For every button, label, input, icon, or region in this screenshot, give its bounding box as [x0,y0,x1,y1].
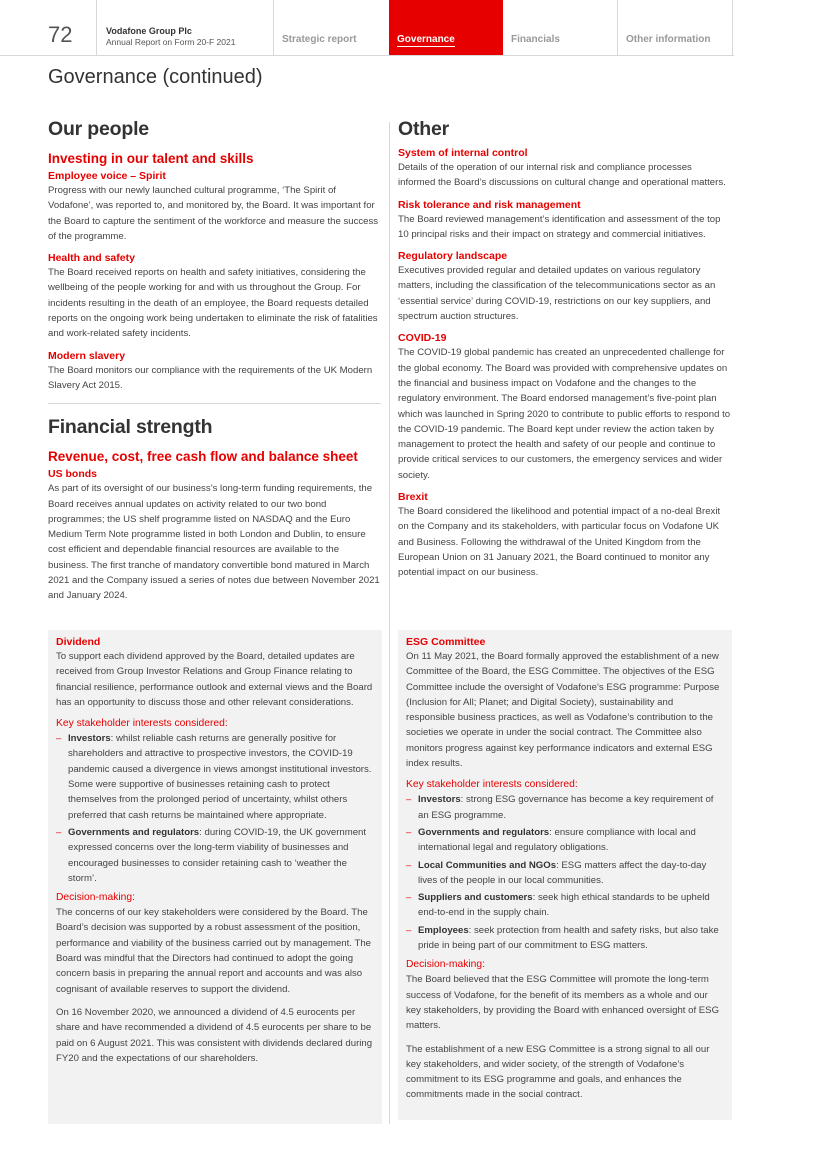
interests-label: Key stakeholder interests considered: [406,779,578,791]
header-rule [0,55,734,56]
column-divider [389,122,390,1124]
header-divider [732,0,733,55]
list-item: – Local Communities and NGOs: ESG matters affect the day-to-day lives of the people in our local communities. [406,859,707,886]
interests-list [56,731,373,886]
box-title: Dividend [56,636,101,648]
decision-text: The establishment of a new ESG Committee is a strong signal to all our key stakeholders, and wider society, of the strength of Vodafone’s commitment to its ESG programme and goals, and enhances the commitments made in the social contract. [406,1043,710,1101]
list-item: – Investors: whilst reliable cash returns are generally positive for shareholders and attractive to prospective investors, the COVID-19 pandemic caused a divergence in views amongst institutional investors. Some were supportive of businesses retaining cash to protect themselves from the prolonged period of uncertainty, whilst others preferred that cash returns be maintained where appropriate. [56,733,372,821]
section-divider [48,403,381,404]
header-divider [96,0,97,55]
item-title: Regulatory landscape [398,250,508,263]
list-item: – Investors: strong ESG governance has become a key requirement of an ESG programme. [406,794,714,821]
item-text: Progress with our newly launched cultural programme, ‘The Spirit of Vodafone’, was reported to, and monitored by, the Board. It was important for the Board to capture the sentiment of the workforce and measure the success of the programme. [48,185,379,242]
esg-committee-box [398,630,732,1120]
right-column [398,118,731,589]
decision-text: The Board believed that the ESG Committee will promote the long-term success of Vodafone, for the benefit of its members as a whole and our key stakeholders, by providing the Board with enhanced oversight of ESG matters. [406,974,720,1032]
page-title: Governance (continued) [48,66,263,88]
item-text: Executives provided regular and detailed updates on various regulatory matters, including the classification of the telecommunications sector as an ‘essential service’ during COVID-19, restrictions on our key suppliers, and spectrum auction structures. [398,265,716,323]
decision-text: On 16 November 2020, we announced a dividend of 4.5 eurocents per share and have recommended a dividend of 4.5 eurocents per share to be paid on 6 August 2021. This was consistent with dividends declared during FY20 and the expectations of our shareholders. [56,1006,373,1064]
item-title: Health and safety [48,252,135,265]
section-heading-other: Other [398,118,450,140]
item-text: The Board monitors our compliance with the requirements of the UK Modern Slavery Act 2015. [48,364,373,391]
item-text: The Board received reports on health and safety initiatives, considering the wellbeing of the people working for and with us throughout the Group. For incidents resulting in the death of an employee, the Board requests detailed reports on the ongoing work being undertaken to eliminate the risk of fatalities and work-related safety incidents. [48,267,378,340]
item-title: Modern slavery [48,349,126,362]
interests-list [406,792,723,953]
item-title: US bonds [48,468,97,481]
item-title: Brexit [398,491,428,504]
section-heading-our-people: Our people [48,118,149,140]
item-text: The Board considered the likelihood and potential impact of a no-deal Brexit on the Company and its stakeholders, with particular focus on Vodafone UK and Business. Following the withdrawal of the United Kingdom from the European Union on 31 January 2021, the Board continued to monitor any potential impact on our business. [398,506,721,579]
decision-text: The concerns of our key stakeholders were considered by the Board. The Board’s decision was supported by a robust assessment of the position, performance and viability of the business carried out by management. The Board was mindful that the Directors had continued to adopt the going concern basis in preparing the annual report and accounts and was also cognisant of available reserves to support the dividend. [56,907,371,995]
interests-label: Key stakeholder interests considered: [56,718,228,730]
tab-other-information[interactable]: Other information [626,34,711,45]
box-intro: To support each dividend approved by the Board, detailed updates are received from Group Investor Relations and Group Finance relating to financial resilience, performance outlook and external views and the Board has an opportunity to discuss those and other relevant considerations. [56,651,373,708]
tab-governance[interactable]: Governance [389,0,503,55]
page-header [0,0,826,56]
page-number: 72 [48,22,73,47]
dividend-box [48,630,382,1124]
report-name: Annual Report on Form 20-F 2021 [106,37,236,47]
item-text: The Board reviewed management’s identification and assessment of the top 10 principal risks and their impact on strategy and commercial initiatives. [398,213,721,240]
left-column [48,118,381,612]
item-text: Details of the operation of our internal risk and compliance processes informed the Board’s discussions on cultural change and operational matters. [398,162,726,189]
tab-financials[interactable]: Financials [511,34,560,45]
list-item: – Suppliers and customers: seek high ethical standards to be upheld end-to-end in the supply chain. [406,892,710,919]
item-title: Risk tolerance and risk management [398,198,581,211]
subheading-revenue: Revenue, cost, free cash flow and balance sheet [48,449,358,465]
list-item: – Employees: seek protection from health and safety risks, but also take pride in being part of our commitment to ESG matters. [406,924,719,952]
company-name: Vodafone Group Plc [106,26,192,36]
list-item: – Governments and regulators: ensure compliance with local and international legal and regulatory obligations. [406,826,696,854]
item-title: System of internal control [398,147,528,159]
decision-label: Decision-making: [56,892,135,904]
tab-strategic-report[interactable]: Strategic report [282,34,357,45]
item-title: COVID-19 [398,332,447,345]
subheading-talent-skills: Investing in our talent and skills [48,151,254,166]
decision-label: Decision-making: [406,959,485,971]
item-title: Employee voice – Spirit [48,170,166,182]
list-item: – Governments and regulators: during COVID-19, the UK government expressed concerns over the long-term viability of businesses and encouraged businesses to consider retaining cash to ‘weather the storm’. [56,826,367,884]
box-intro: On 11 May 2021, the Board formally approved the establishment of a new Committee of the Board, the ESG Committee. The objectives of the ESG Committee include the oversight of Vodafone’s ESG programme: Purpose (Inclusion for All; Planet; and Digital Society), sustainability and responsible business practices, as well as Vodafone’s contribution to the societies we operate in under the social contract. The Committee also monitors progress against key performance indicators and external ESG index results. [406,651,720,770]
box-title: ESG Committee [406,636,486,648]
section-heading-financial-strength: Financial strength [48,416,213,439]
item-text: As part of its oversight of our business’s long-term funding requirements, the Board receives annual updates on activity related to our two bond programmes; the US shelf programme listed on NASDAQ and the Euro Medium Term Note programme listed in both London and Dublin, to ensure cost efficient and dependable financial resources are available to the business. The first tranche of mandatory convertible bond matured in March 2021 and the Company issued a series of notes due between November 2021 and January 2024. [48,483,380,602]
item-text: The COVID-19 global pandemic has created an unprecedented challenge for the global economy. The Board was provided with comprehensive updates on the financial and business impact on Vodafone and the changes to the regulatory environment. The Board endorsed management’s five-point plan which was launched in Spring 2020 to contribute to public efforts to respond to the COVID-19 pandemic. The Board kept under review the action taken by management to protect the health and safety of our people and continue to provide critical services to our customers, the emergency services and wider society. [398,347,731,481]
